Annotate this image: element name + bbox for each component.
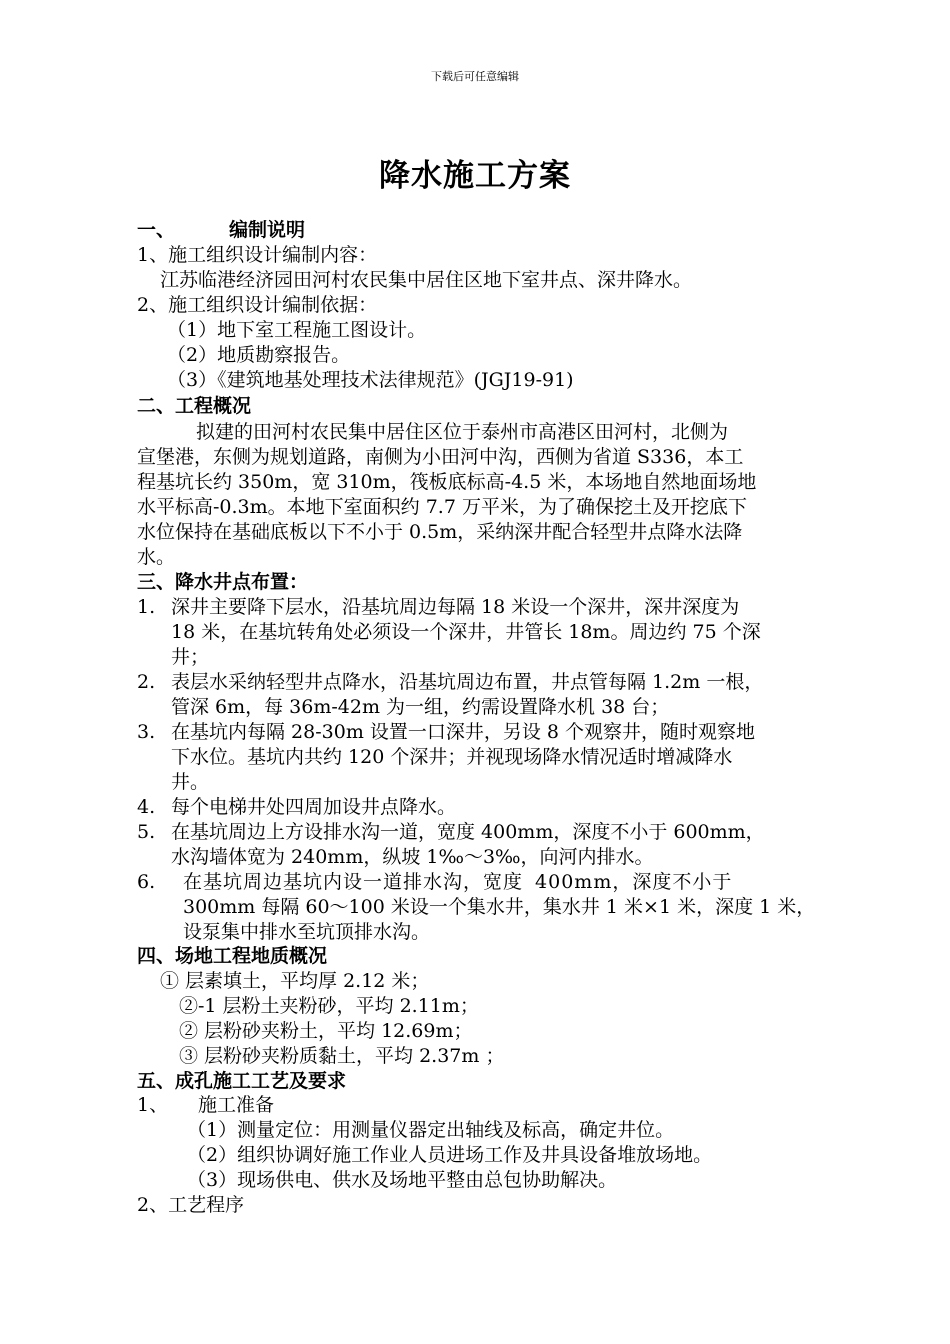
list-item-line: 表层水采纳轻型井点降水，沿基坑周边布置，井点管每隔 1.2m 一根，	[171, 671, 764, 693]
list-item-line: 下水位。基坑内共约 120 个深井；并视现场降水情况适时增减降水	[171, 746, 733, 768]
basis-item-1-text: 江苏临港经济园田河村农民集中居住区地下室井点、深井降水。	[160, 269, 693, 291]
list-number: 4.	[137, 796, 156, 818]
section-1-heading: 编制说明	[229, 219, 306, 241]
list-item-line: 管深 6m，每 36m-42m 为一组，约需设置降水机 38 台；	[171, 696, 670, 718]
list-item-line: 18 米，在基坑转角处必须设一个深井，井管长 18m。周边约 75 个深	[171, 621, 761, 643]
overview-paragraph-line: 拟建的田河村农民集中居住区位于泰州市高港区田河村，北侧为	[196, 421, 729, 443]
list-item-line: 井；	[171, 646, 210, 668]
document-title: 降水施工方案	[379, 158, 571, 194]
basis-item-1-label: 1、施工组织设计编制内容：	[137, 244, 378, 266]
list-item-line: 深井主要降下层水，沿基坑周边每隔 18 米设一个深井，深井深度为	[171, 596, 740, 618]
list-number: 1.	[137, 596, 156, 618]
geology-item: ① 层素填土，平均厚 2.12 米；	[160, 970, 430, 992]
page-header: 下载后可任意编辑	[431, 70, 519, 83]
list-item-line: 在基坑周边基坑内设一道排水沟，宽度 400mm，深度不小于	[183, 871, 733, 893]
basis-list-item: （2）地质勘察报告。	[167, 344, 351, 366]
list-item-line: 设泵集中排水至坑顶排水沟。	[183, 921, 431, 943]
geology-item: ②-1 层粉土夹粉砂，平均 2.11m；	[179, 995, 479, 1017]
list-item-line: 每个电梯井处四周加设井点降水。	[171, 796, 457, 818]
basis-item-2-label: 2、施工组织设计编制依据：	[137, 294, 378, 316]
list-item-line: 在基坑内每隔 28-30m 设置一口深井，另设 8 个观察井，随时观察地	[171, 721, 756, 743]
prep-item: （2）组织协调好施工作业人员进场工作及井具设备堆放场地。	[187, 1144, 713, 1166]
geology-item: ③ 层粉砂夹粉质黏土，平均 2.37m ；	[179, 1045, 505, 1067]
section-5-heading: 五、成孔施工工艺及要求	[137, 1070, 347, 1092]
basis-list-item: （3）《建筑地基处理技术法律规范》(JGJ19-91)	[167, 369, 574, 391]
list-number: 5.	[137, 821, 156, 843]
overview-paragraph-line: 程基坑长约 350m，宽 310m，筏板底标高-4.5 米，本场地自然地面场地	[137, 471, 757, 493]
overview-paragraph-line: 水平标高-0.3m。本地下室面积约 7.7 万平米，为了确保挖土及开挖底下	[137, 496, 747, 518]
list-item-line: 在基坑周边上方设排水沟一道，宽度 400mm，深度不小于 600mm，	[171, 821, 765, 843]
list-item-line: 井。	[171, 771, 210, 793]
section-4-heading: 四、场地工程地质概况	[137, 945, 328, 967]
overview-paragraph-line: 宣堡港，东侧为规划道路，南侧为小田河中沟，西侧为省道 S336，本工	[137, 446, 744, 468]
basis-list-item: （1）地下室工程施工图设计。	[167, 319, 427, 341]
section-2-heading: 二、工程概况	[137, 395, 252, 417]
list-item-line: 300mm 每隔 60～100 米设一个集水井，集水井 1 米×1 米，深度 1 米，	[183, 896, 816, 918]
list-number: 6.	[137, 871, 156, 893]
list-number: 3.	[137, 721, 156, 743]
prep-item: （3）现场供电、供水及场地平整由总包协助解决。	[187, 1169, 618, 1191]
list-item-line: 水沟墙体宽为 240mm，纵坡 1‰～3‰，向河内排水。	[171, 846, 654, 868]
list-number: 2.	[137, 671, 156, 693]
subsection-1-title: 施工准备	[198, 1094, 275, 1116]
subsection-2-title: 2、工艺程序	[137, 1194, 245, 1216]
overview-paragraph-line: 水。	[137, 546, 176, 568]
geology-item: ② 层粉砂夹粉土，平均 12.69m；	[179, 1020, 473, 1042]
section-1-heading-number: 一、	[137, 219, 176, 241]
subsection-1-number: 1、	[137, 1094, 169, 1116]
prep-item: （1）测量定位：用测量仪器定出轴线及标高，确定井位。	[187, 1119, 675, 1141]
section-3-heading: 三、降水井点布置：	[137, 571, 309, 593]
overview-paragraph-line: 水位保持在基础底板以下不小于 0.5m，采纳深井配合轻型井点降水法降	[137, 521, 743, 543]
